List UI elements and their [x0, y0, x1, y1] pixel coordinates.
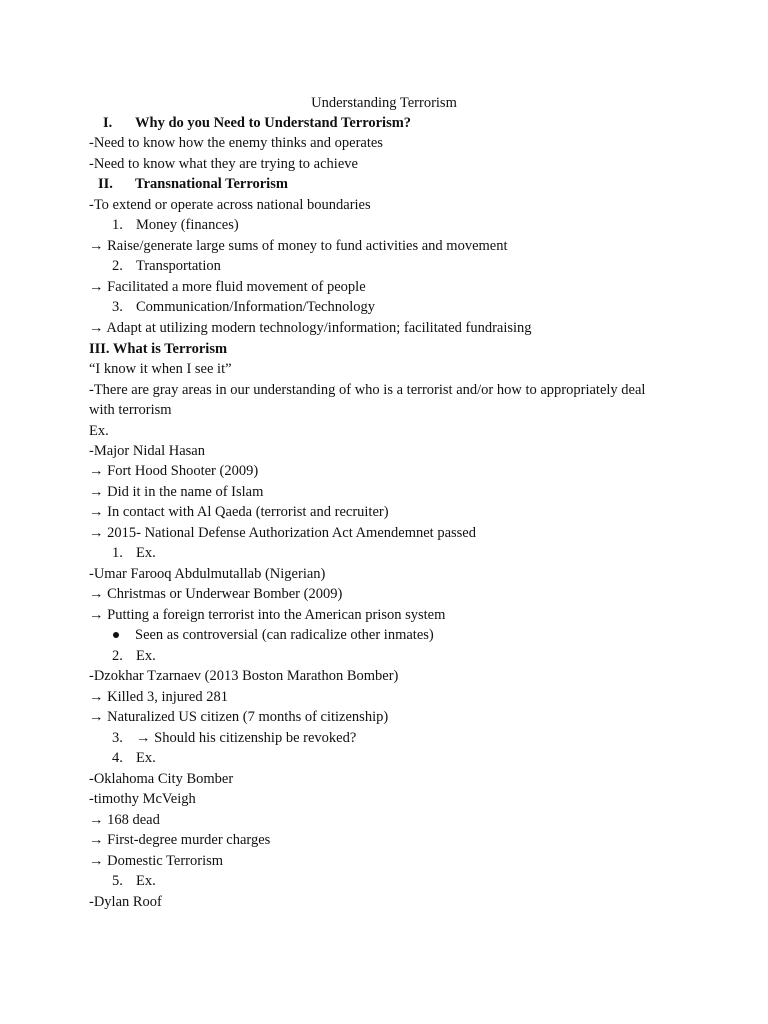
list-item: [112, 543, 156, 563]
section-2-intro: -To extend or operate across national boundaries: [89, 197, 371, 213]
arrow-note: → 2015- National Defense Authorization Act Amendemnet passed: [89, 525, 476, 541]
list-item-text: Transportation: [136, 258, 221, 274]
arrow-note: → Adapt at utilizing modern technology/information; facilitated fundraising: [89, 320, 532, 336]
section-3-heading: III. What is Terrorism: [89, 341, 228, 357]
list-item: [112, 728, 356, 748]
arrow-note: → 168 dead: [89, 812, 160, 828]
list-item: [112, 871, 156, 891]
bullet-item: [113, 625, 434, 645]
list-item-text: → Should his citizenship be revoked?: [136, 730, 357, 746]
hasan-name: -Major Nidal Hasan: [89, 443, 205, 459]
list-item-text: Ex.: [136, 545, 156, 561]
arrow-note: → Raise/generate large sums of money to fund activities and movement: [89, 238, 508, 254]
list-item: [112, 646, 156, 666]
arrow-note: → Christmas or Underwear Bomber (2009): [89, 586, 343, 602]
list-item-number: 5.: [112, 873, 123, 889]
arrow-note: → Domestic Terrorism: [89, 853, 224, 869]
arrow-note: → Fort Hood Shooter (2009): [89, 463, 259, 479]
list-item: [112, 215, 239, 235]
list-item-number: 3.: [112, 299, 123, 315]
section-2-number: II.: [98, 176, 113, 192]
arrow-note: → Putting a foreign terrorist into the American prison system: [89, 607, 446, 623]
list-item-number: 1.: [112, 545, 123, 561]
okc-heading: -Oklahoma City Bomber: [89, 771, 234, 787]
section-1-line-2: -Need to know what they are trying to achieve: [89, 156, 358, 172]
section-1-title: Why do you Need to Understand Terrorism?: [135, 115, 412, 131]
list-item-number: 4.: [112, 750, 123, 766]
list-item-text: Ex.: [136, 648, 156, 664]
list-item-text: Money (finances): [136, 217, 239, 233]
arrow-note: → Facilitated a more fluid movement of people: [89, 279, 366, 295]
list-item-number: 2.: [112, 258, 123, 274]
list-item-number: 3.: [112, 730, 123, 746]
example-label: Ex.: [89, 423, 109, 439]
arrow-note: → Naturalized US citizen (7 months of citizenship): [89, 709, 389, 725]
tsarnaev-name: -Dzokhar Tzarnaev (2013 Boston Marathon Bomber): [89, 668, 399, 684]
section-1-heading: [103, 113, 411, 133]
list-item: [112, 256, 221, 276]
arrow-note: → First-degree murder charges: [89, 832, 271, 848]
list-item: [112, 297, 375, 317]
mcveigh-name: -timothy McVeigh: [89, 791, 196, 807]
list-item-number: 2.: [112, 648, 123, 664]
bullet-item-text: Seen as controversial (can radicalize other inmates): [135, 627, 434, 643]
section-1-line-1: -Need to know how the enemy thinks and operates: [89, 135, 383, 151]
list-item-text: Communication/Information/Technology: [136, 299, 375, 315]
arrow-note: → Killed 3, injured 281: [89, 689, 228, 705]
section-2-heading: [98, 174, 288, 194]
arrow-note: → Did it in the name of Islam: [89, 484, 264, 500]
umar-name: -Umar Farooq Abdulmutallab (Nigerian): [89, 566, 326, 582]
bullet-icon: [113, 632, 119, 638]
roof-name: -Dylan Roof: [89, 894, 162, 910]
section-1-number: I.: [103, 115, 113, 131]
arrow-note: → In contact with Al Qaeda (terrorist and recruiter): [89, 504, 389, 520]
section-3-quote: “I know it when I see it”: [89, 361, 232, 377]
list-item-text: Ex.: [136, 873, 156, 889]
section-3-gray-areas-line-2: with terrorism: [89, 402, 172, 418]
list-item: [112, 748, 156, 768]
list-item-number: 1.: [112, 217, 123, 233]
section-3-gray-areas-line-1: -There are gray areas in our understanding of who is a terrorist and/or how to appropriately deal: [89, 382, 646, 398]
document-title: Understanding Terrorism: [311, 95, 457, 111]
section-2-title: Transnational Terrorism: [135, 176, 288, 192]
list-item-text: Ex.: [136, 750, 156, 766]
